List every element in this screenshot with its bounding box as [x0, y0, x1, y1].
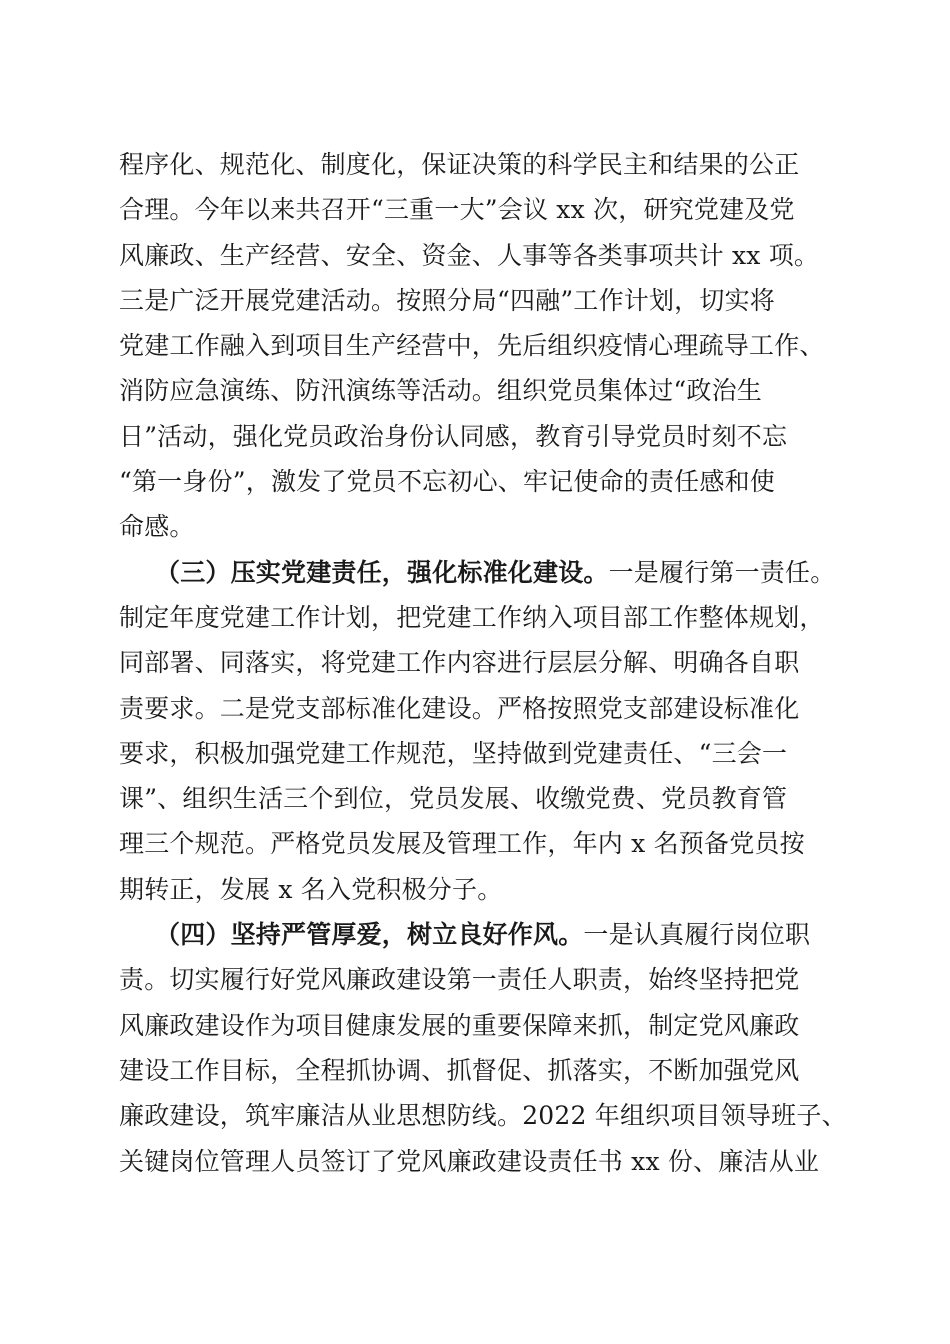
text-line: “第一身份”，激发了党员不忘初心、牢记使命的责任感和使 [119, 467, 775, 497]
text-line: 期转正，发展 x 名入党积极分子。 [119, 874, 503, 904]
text-line: 三是广泛开展党建活动。按照分局“四融”工作计划，切实将 [119, 285, 775, 315]
paragraph-3-first-line [119, 550, 836, 595]
text-line: 要求，积极加强党建工作规范，坚持做到党建责任、“三会一 [119, 738, 788, 768]
text-line: 消防应急演练、防汛演练等活动。组织党员集体过“政治生 [119, 376, 762, 406]
text-line: 制定年度党建工作计划，把党建工作纳入项目部工作整体规划， [119, 602, 825, 632]
text-line: 程序化、规范化、制度化，保证决策的科学民主和结果的公正 [119, 150, 800, 179]
text-run: 一是认真履行岗位职 [583, 920, 811, 950]
text-line: 同部署、同落实，将党建工作内容进行层层分解、明确各自职 [119, 648, 800, 678]
text-line: 党建工作融入到项目生产经营中，先后组织疫情心理疏导工作、 [119, 331, 825, 361]
document-body [119, 142, 847, 1184]
text-line: 日”活动，强化党员政治身份认同感，教育引导党员时刻不忘 [119, 421, 788, 451]
paragraph-4-first-line [119, 912, 831, 957]
text-line: 责。切实履行好党风廉政建设第一责任人职责，始终坚持把党 [119, 965, 800, 995]
text-line: 风廉政、生产经营、安全、资金、人事等各类事项共计 xx 项。 [119, 240, 820, 270]
text-run: 一是履行第一责任。 [608, 557, 836, 587]
text-line: 关键岗位管理人员签订了党风廉政建设责任书 xx 份、廉洁从业 [119, 1146, 820, 1176]
section-heading-3: （三）压实党建责任，强化标准化建设。 [155, 557, 609, 587]
text-line: 课”、组织生活三个到位，党员发展、收缴党费、党员教育管 [119, 784, 788, 814]
text-line: 责要求。二是党支部标准化建设。严格按照党支部建设标准化 [119, 693, 800, 723]
text-line: 廉政建设，筑牢廉洁从业思想防线。2022 年组织项目领导班子、 [119, 1101, 847, 1131]
text-line: 建设工作目标，全程抓协调、抓督促、抓落实，不断加强党风 [119, 1055, 800, 1085]
text-line: 风廉政建设作为项目健康发展的重要保障来抓，制定党风廉政 [119, 1010, 800, 1040]
section-heading-4: （四）坚持严管厚爱，树立良好作风。 [155, 920, 584, 950]
text-line: 命感。 [119, 512, 195, 542]
text-line: 合理。今年以来共召开“三重一大”会议 xx 次，研究党建及党 [119, 195, 795, 225]
text-line: 理三个规范。严格党员发展及管理工作，年内 x 名预备党员按 [119, 829, 805, 859]
